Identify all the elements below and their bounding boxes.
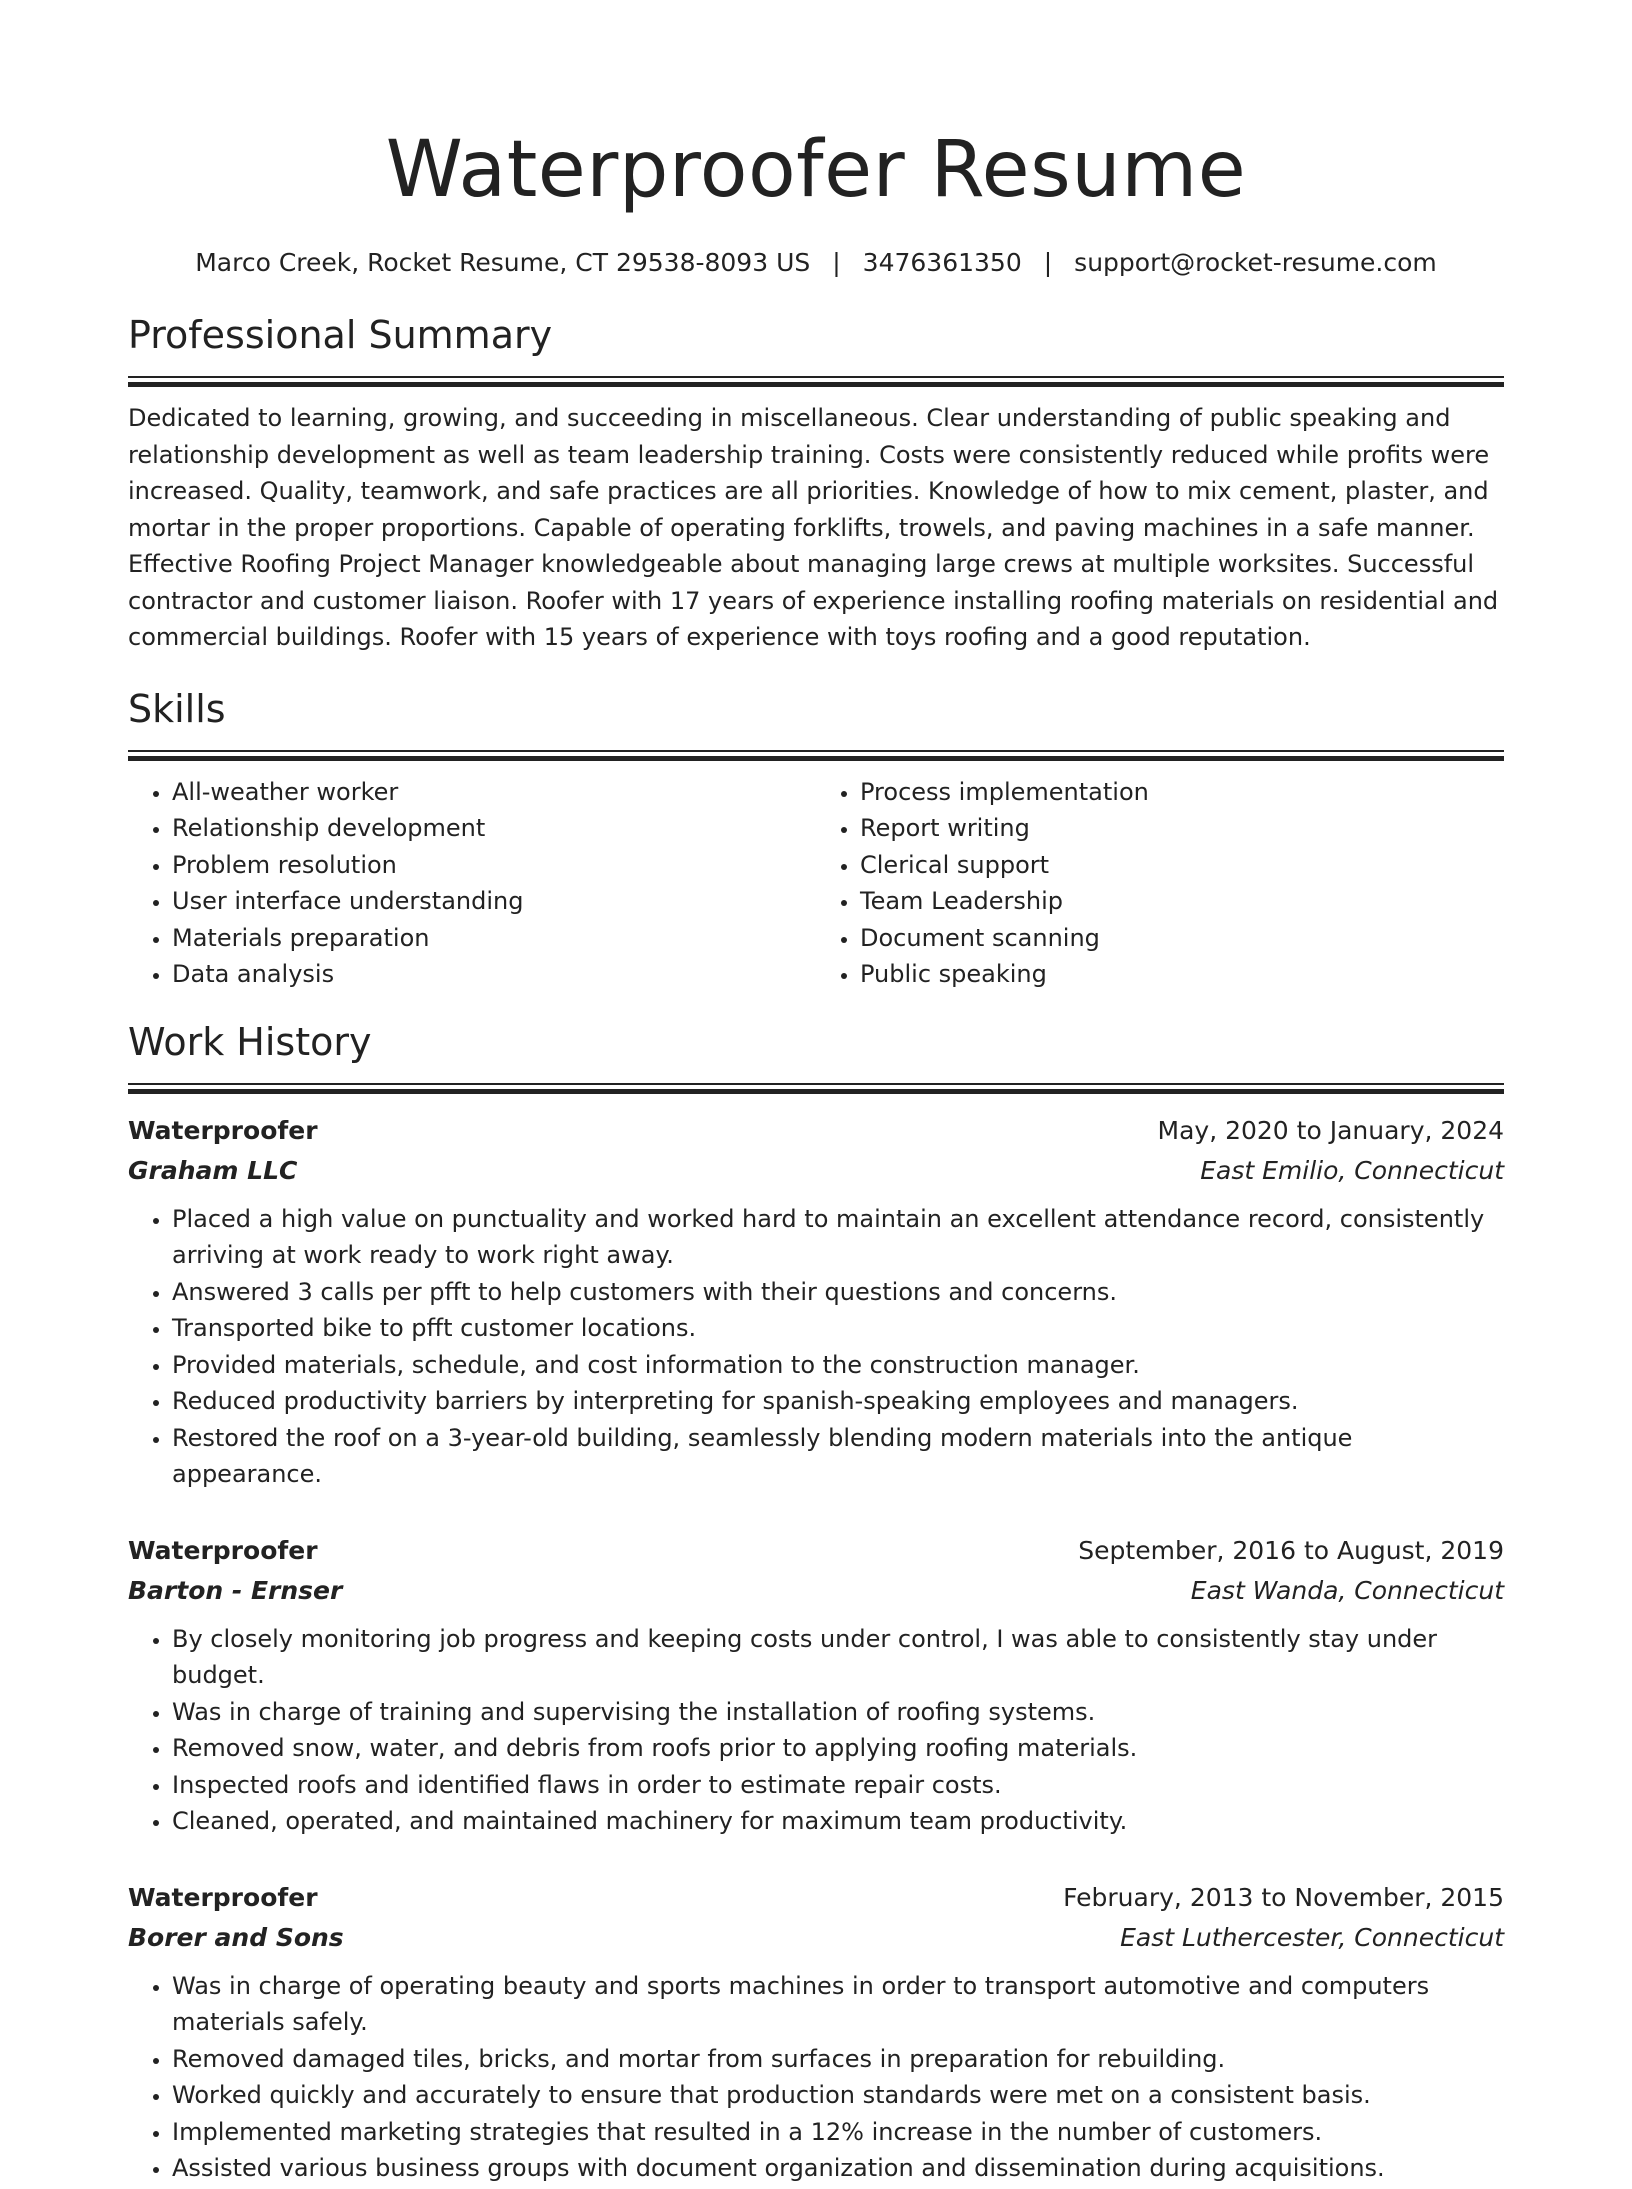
- skill-item: • Team Leadership: [860, 883, 1504, 920]
- job-bullet: • By closely monitoring job progress and keeping costs under control, I was able to consistently stay under budget.: [172, 1621, 1504, 1694]
- skills-columns: [128, 774, 1504, 993]
- job-bullet: • Reduced productivity barriers by interpreting for spanish-speaking employees and managers.: [172, 1383, 1504, 1420]
- job-bullets: [128, 1201, 1504, 1493]
- summary-text: Dedicated to learning, growing, and succeeding in miscellaneous. Clear understanding of public speaking and relationship development as well as team leadership training. Costs were consistently reduced while profits were increased. Quality, teamwork, and safe practices are all priorities. Knowledge of how to mix cement, plaster, and mortar in the proper proportions. Capable of operating forklifts, trowels, and paving machines in a safe manner. Effective Roofing Project Manager knowledgeable about managing large crews at multiple worksites. Successful contractor and customer liaison. Roofer with 17 years of experience installing roofing materials on residential and commercial buildings. Roofer with 15 years of experience with toys roofing and a good reputation.: [128, 404, 1499, 651]
- job-company: Borer and Sons: [128, 1922, 344, 1952]
- job-bullet: • Removed snow, water, and debris from roofs prior to applying roofing materials.: [172, 1730, 1504, 1767]
- job-bullet: • Placed a high value on punctuality and worked hard to maintain an excellent attendance record, consistently arriving at work ready to work right away.: [172, 1201, 1504, 1274]
- job-bullet: • Transported bike to pfft customer locations.: [172, 1310, 1504, 1347]
- job-subheader-row: [128, 1571, 1504, 1611]
- section-divider: [128, 750, 1504, 762]
- job-bullet: • Assisted various business groups with document organization and dissemination during acquisitions.: [172, 2150, 1504, 2187]
- skill-item: • All-weather worker: [172, 774, 816, 811]
- job-entry: [128, 1531, 1504, 1840]
- skill-item: • Materials preparation: [172, 920, 816, 957]
- job-bullet: • Worked quickly and accurately to ensure that production standards were met on a consistent basis.: [172, 2077, 1504, 2114]
- job-title: Waterproofer: [128, 1115, 318, 1145]
- contact-separator: |: [1043, 248, 1053, 277]
- job-bullet: • Was in charge of training and supervising the installation of roofing systems.: [172, 1694, 1504, 1731]
- job-location: East Wanda, Connecticut: [1190, 1575, 1504, 1605]
- job-header-row: [128, 1531, 1504, 1571]
- job-subheader-row: [128, 1918, 1504, 1958]
- contact-address: Marco Creek, Rocket Resume, CT 29538-8093 US: [195, 248, 811, 277]
- contact-phone: 3476361350: [862, 248, 1022, 277]
- job-location: East Emilio, Connecticut: [1200, 1155, 1504, 1185]
- job-entry: [128, 1111, 1504, 1493]
- skill-item: • Report writing: [860, 810, 1504, 847]
- section-divider: [128, 1083, 1504, 1095]
- job-title: Waterproofer: [128, 1882, 318, 1912]
- job-bullet: • Removed damaged tiles, bricks, and mortar from surfaces in preparation for rebuilding.: [172, 2041, 1504, 2078]
- job-dates: September, 2016 to August, 2019: [1078, 1535, 1504, 1565]
- job-dates: May, 2020 to January, 2024: [1157, 1115, 1504, 1145]
- job-location: East Luthercester, Connecticut: [1120, 1922, 1504, 1952]
- job-bullet: • Cleaned, operated, and maintained machinery for maximum team productivity.: [172, 1803, 1504, 1840]
- job-dates: February, 2013 to November, 2015: [1063, 1882, 1504, 1912]
- section-divider: [128, 376, 1504, 388]
- skill-item: • Clerical support: [860, 847, 1504, 884]
- job-bullet: • Provided materials, schedule, and cost information to the construction manager.: [172, 1347, 1504, 1384]
- job-bullets: [128, 1621, 1504, 1840]
- work-history-section: [128, 1017, 1504, 2187]
- summary-heading: Professional Summary: [128, 313, 553, 357]
- summary-section: [128, 310, 1504, 656]
- job-header-row: [128, 1878, 1504, 1918]
- job-header-row: [128, 1111, 1504, 1151]
- job-bullet: • Was in charge of operating beauty and sports machines in order to transport automotive and computers materials safely.: [172, 1968, 1504, 2041]
- skill-item: • Relationship development: [172, 810, 816, 847]
- skill-item: • Document scanning: [860, 920, 1504, 957]
- contact-separator: |: [832, 248, 841, 277]
- job-bullet: • Inspected roofs and identified flaws in order to estimate repair costs.: [172, 1767, 1504, 1804]
- job-title: Waterproofer: [128, 1535, 318, 1565]
- skill-item: • Process implementation: [860, 774, 1504, 811]
- skills-list-left: [128, 774, 816, 993]
- job-company: Graham LLC: [128, 1155, 298, 1185]
- job-subheader-row: [128, 1151, 1504, 1191]
- job-bullet: • Answered 3 calls per pfft to help customers with their questions and concerns.: [172, 1274, 1504, 1311]
- skill-item: • Data analysis: [172, 956, 816, 993]
- resume-title: Waterproofer Resume: [385, 125, 1247, 215]
- contact-email: support@rocket-resume.com: [1074, 248, 1437, 277]
- job-entry: [128, 1878, 1504, 2187]
- job-bullet: • Restored the roof on a 3-year-old building, seamlessly blending modern materials into the antique appearance.: [172, 1420, 1504, 1493]
- job-bullets: [128, 1968, 1504, 2187]
- skill-item: • User interface understanding: [172, 883, 816, 920]
- skills-heading: Skills: [128, 686, 226, 731]
- skills-section: [128, 684, 1504, 993]
- skills-list-right: [816, 774, 1504, 993]
- job-company: Barton - Ernser: [128, 1575, 343, 1605]
- contact-line: [128, 246, 1504, 280]
- skill-item: • Public speaking: [860, 956, 1504, 993]
- work-history-heading: Work History: [128, 1019, 372, 1064]
- job-bullet: • Implemented marketing strategies that resulted in a 12% increase in the number of customers.: [172, 2114, 1504, 2151]
- skill-item: • Problem resolution: [172, 847, 816, 884]
